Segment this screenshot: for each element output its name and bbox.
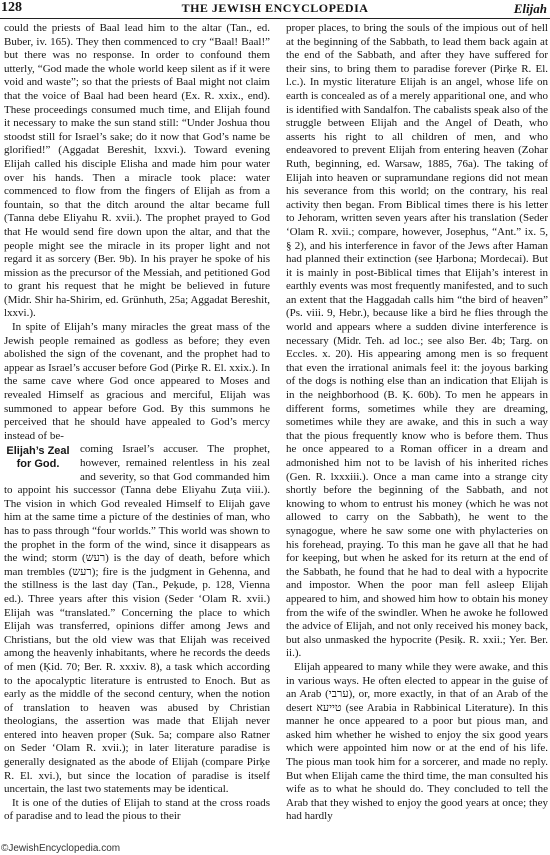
entry-word: Elijah bbox=[513, 1, 547, 16]
left-column bbox=[4, 22, 270, 838]
page-footer bbox=[1, 843, 120, 854]
paragraph: Elijah appeared to many while they were awake, and this in various ways. He often elected to appear in the guise of an Arab (ערבי), or, more exactly, in that of an Arab of the desert טייעא (see Arabia in Rabbinical Literature). In this manner he once appeared to a poor but pious man, and asked him whether he wished to enjoy the six good years which were appointed him now or at the end of his life. The pious man took him for a sorcerer, and made no reply. But when Elijah came the third time, the man consulted his wife as to what he should do. They concluded to tell the Arab that they wished to enjoy the good years at once; they had hardly bbox=[286, 660, 548, 823]
site-credit[interactable]: JewishEncyclopedia.com bbox=[8, 843, 121, 854]
right-column bbox=[286, 22, 548, 838]
paragraph: It is one of the duties of Elijah to stand at the cross roads of paradise and to lead the pious to their bbox=[4, 796, 270, 823]
page-number: 128 bbox=[1, 0, 22, 15]
page-header bbox=[0, 0, 550, 19]
margin-note: Elijah’s Zeal for God. bbox=[6, 445, 70, 471]
paragraph: could the priests of Baal lead him to the altar (Tan., ed. Buber, iv. 165). They then commenced to cry “Baal! Baal!” but there was no response. In order to confound them utterly, “God made the whole world keep silent as if it were void and waste”; so that the priests of Baal might not claim that the voice of Baal had been heard (Ex. R. xxix., end). These proceedings consumed much time, and Elijah found it necessary to make the sun stand still: “Under Joshua thou stoodst still for Israel’s sake; do it now that God’s name be glorified!” (Aggadat Bereshit, lxxvi.). Toward evening Elijah called his disciple Elisha and made him pour water over his hands. Then a miracle took place: water commenced to flow from the fingers of Elijah as from a fountain, so that the ditch around the altar became full (Tanna debe Eliyahu R. xvii.). The prophet prayed to God that He would send fire down upon the altar, and that the people might see the miracle in its proper light and not regard it as sorcery (Ber. 9b). In his prayer he spoke of his mission as the precursor of the Messiah, and petitioned God to grant his request that he might be believed in future (Midr. Shir ha-Shirim, ed. Grünhuth, 25a; Aggadat Bereshit, lxxvi.). bbox=[4, 22, 270, 320]
paragraph: proper places, to bring the souls of the impious out of hell at the beginning of the Sabbath, to lead them back again at the end of the Sabbath, and after they have suffered for their sins, to bring them to paradise forever (Pirḳe R. El. l.c.). In mystic literature Elijah is an angel, whose life on earth is concealed as of a merely apparitional one, and who is identified with Sandalfon. The cabalists speak also of the struggle between Elijah and the Angel of Death, who asserts his right to all children of men, and who endeavored to prevent Elijah from entering heaven (Zohar Ruth, beginning, ed. Warsaw, 1885, 76a). The taking of Elijah into heaven or supramundane regions did not mean his severance from this world; on the contrary, his real activity then began. From Biblical times there is his letter to Jehoram, written seven years after his translation (Seder ‘Olam R. xvii.; compare, however, Josephus, “Ant.” ix. 5, § 2), and his interference in favor of the Jews after Haman had planned their extinction (see Ḥarbona; Mordecai). But it is mainly in post-Biblical times that Elijah’s interest in earthly events was most frequently manifested, and to such an extent that the Haggadah calls him “the bird of heaven” (Ps. viii. 9, Hebr.), because like a bird he flies through the world and appears where a sudden divine interference is necessary (Midr. Teh. ad loc.; see also Ber. 4b; Targ. on Eccles. x. 20). His appearing among men is so frequent that even the irrational animals feel it: the joyous barking of the dogs is nothing else than an indication that Elijah is in the neighborhood (B. Ḳ. 60b). To men he appears in different forms, sometimes while they are dreaming, sometimes while they are awake, and this in such a way that the pious frequently know who is before them. Thus he once appeared to a Roman officer in a dream and admonished him not to be lavish of his inherited riches (Gen. R. lxxxiii.). Once a man came into a strange city shortly before the beginning of the Sabbath, and not knowing to whom to entrust his money (which he was not allowed to carry on the Sabbath), he went to the synagogue, where he saw some one with phylacteries on his forehead, praying. To this man he gave all that he had for keeping, but when he asked for its return at the end of the Sabbath, he found that he had to deal with a hypocrite and impostor. When the poor man fell asleep Elijah appeared to him, and showed him how to obtain his money from the wife of the swindler. When he awoke he followed the advice of Elijah, and not only received his money back, but also unmasked the hypocrite (Pesiḳ. R. xxii.; Yer. Ber. ii.). bbox=[286, 22, 548, 660]
paragraph: coming Israel’s accuser. The prophet, however, remained relentless in his zeal and severity, so that God commanded him to appoint his successor (Tanna debe Eliyahu Zuṭa viii.). The vision in which God revealed Himself to Elijah gave him at the same time a picture of the destinies of man, who has to pass through “four worlds.” This world was shown to the prophet in the form of the wind, since it disappears as the wind; storm (רעש) is the day of death, before which man trembles (רעש); fire is the judgment in Gehenna, and the stillness is the last day (Tan., Peḳude, p. 128, Vienna ed.). Three years after this vision (Seder ‘Olam R. xvii.) Elijah was “translated.” Concerning the place to which Elijah was transferred, opinions differ among Jews and Christians, but the old view was that Elijah was received among the heavenly inhabitants, where he records the deeds of men (Ḳid. 70; Ber. R. xxxiv. 8), a task which according to the apocalyptic literature is entrusted to Enoch. But as early as the middle of the second century, when the notion of translation to heaven was abused by Christian theologians, the assertion was made that Elijah never entered into heaven proper (Suk. 5a; compare also Ratner on Seder ‘Olam R. xvii.); in later literature paradise is generally designated as the abode of Elijah (compare Pirḳe R. El. xvi.), but since the location of paradise is itself uncertain, the last two statements may be identical. bbox=[4, 443, 270, 796]
paragraph: In spite of Elijah’s many miracles the great mass of the Jewish people remained as godless as before; they even abolished the sign of the covenant, and the prophet had to appear as Israel’s accuser before God (Pirḳe R. El. xxix.). In the same cave where God once appeared to Moses and revealed Himself as gracious and merciful, Elijah was summoned to appear before God. By this summons he perceived that he should have appealed to God’s mercy instead of be- bbox=[4, 321, 270, 442]
copyright-symbol: © bbox=[1, 843, 9, 854]
journal-title: THE JEWISH ENCYCLOPEDIA bbox=[181, 1, 369, 15]
